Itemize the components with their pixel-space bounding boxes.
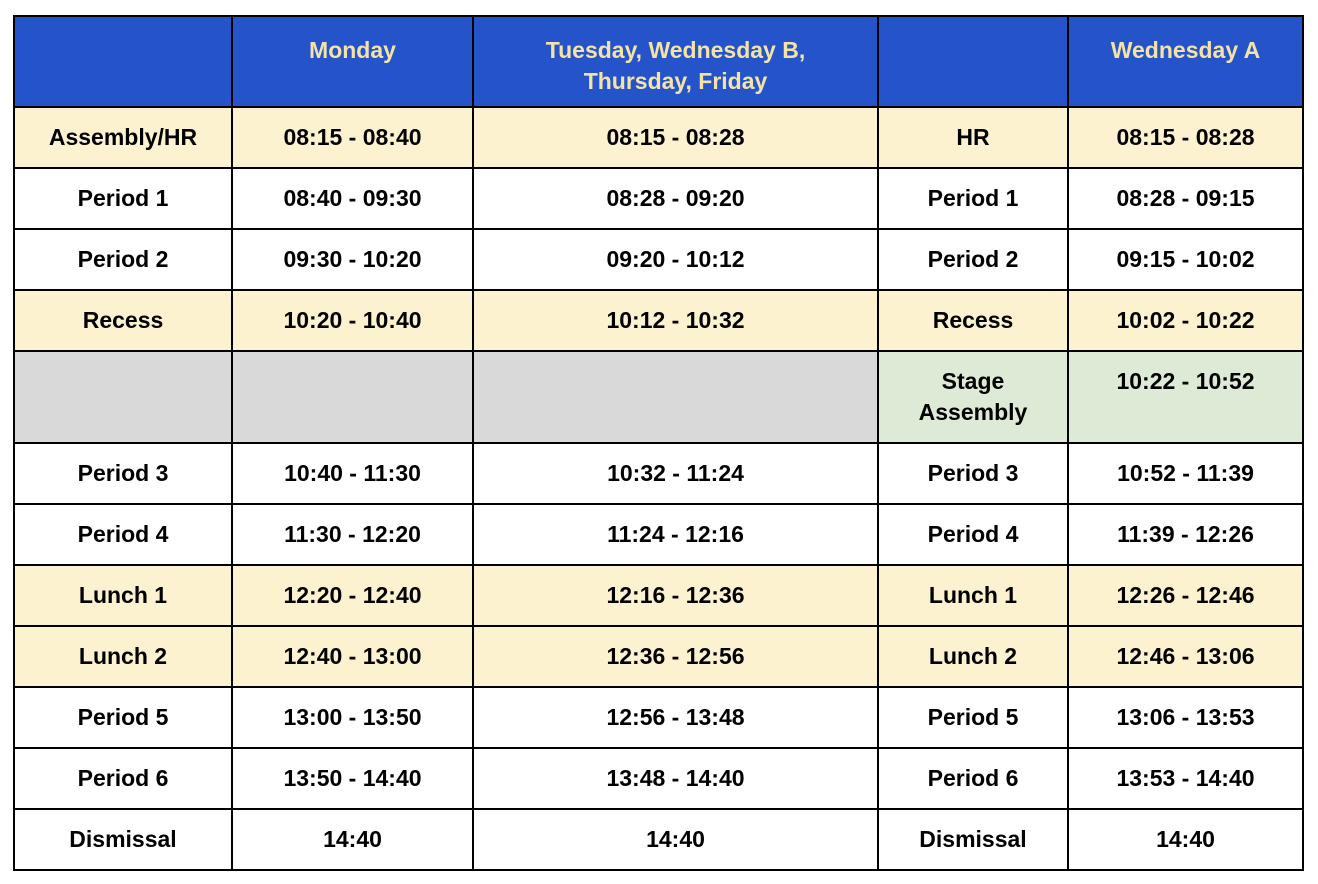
- row-label: Lunch 1: [14, 565, 232, 626]
- wed-a-time: 11:39 - 12:26: [1068, 504, 1303, 565]
- monday-time: 08:15 - 08:40: [232, 107, 473, 168]
- tue-fri-time: 14:40: [473, 809, 878, 870]
- stage-label-line1: Stage: [941, 368, 1005, 394]
- wed-a-label: [878, 351, 1068, 443]
- empty-cell: [473, 351, 878, 443]
- wed-a-time: 12:46 - 13:06: [1068, 626, 1303, 687]
- row-label: Assembly/HR: [14, 107, 232, 168]
- wed-a-label: Period 1: [878, 168, 1068, 229]
- monday-time: 11:30 - 12:20: [232, 504, 473, 565]
- wed-a-label: Lunch 2: [878, 626, 1068, 687]
- wed-a-label: Period 6: [878, 748, 1068, 809]
- row-period-5: [14, 687, 1303, 748]
- tue-fri-time: 13:48 - 14:40: [473, 748, 878, 809]
- wed-a-label: Lunch 1: [878, 565, 1068, 626]
- wed-a-time: 12:26 - 12:46: [1068, 565, 1303, 626]
- tue-fri-time: 08:15 - 08:28: [473, 107, 878, 168]
- monday-time: 10:40 - 11:30: [232, 443, 473, 504]
- empty-cell: [14, 351, 232, 443]
- tue-fri-time: 10:12 - 10:32: [473, 290, 878, 351]
- tue-fri-time: 11:24 - 12:16: [473, 504, 878, 565]
- row-label: Recess: [14, 290, 232, 351]
- row-label: Period 5: [14, 687, 232, 748]
- monday-time: 08:40 - 09:30: [232, 168, 473, 229]
- tue-fri-time: 12:16 - 12:36: [473, 565, 878, 626]
- row-period-3: [14, 443, 1303, 504]
- wed-a-time: 10:52 - 11:39: [1068, 443, 1303, 504]
- wed-a-label: Period 3: [878, 443, 1068, 504]
- row-label: Period 6: [14, 748, 232, 809]
- monday-time: 10:20 - 10:40: [232, 290, 473, 351]
- wed-a-time: 08:15 - 08:28: [1068, 107, 1303, 168]
- tue-fri-time: 09:20 - 10:12: [473, 229, 878, 290]
- row-label: Period 1: [14, 168, 232, 229]
- wed-a-time: 14:40: [1068, 809, 1303, 870]
- row-label: Dismissal: [14, 809, 232, 870]
- monday-time: 14:40: [232, 809, 473, 870]
- bell-schedule-table: [13, 15, 1304, 871]
- row-recess: [14, 290, 1303, 351]
- row-dismissal: [14, 809, 1303, 870]
- header-wednesday-a: Wednesday A: [1068, 16, 1303, 107]
- row-label: Period 3: [14, 443, 232, 504]
- header-cell-empty: [14, 16, 232, 107]
- header-row: [14, 16, 1303, 107]
- tue-fri-time: 12:56 - 13:48: [473, 687, 878, 748]
- wed-a-time: 09:15 - 10:02: [1068, 229, 1303, 290]
- header-monday: Monday: [232, 16, 473, 107]
- wed-a-label: Period 4: [878, 504, 1068, 565]
- wed-a-time: 08:28 - 09:15: [1068, 168, 1303, 229]
- tue-fri-time: 08:28 - 09:20: [473, 168, 878, 229]
- header-cell-empty-2: [878, 16, 1068, 107]
- row-assembly-hr: [14, 107, 1303, 168]
- wed-a-time: 13:06 - 13:53: [1068, 687, 1303, 748]
- monday-time: 12:40 - 13:00: [232, 626, 473, 687]
- wed-a-label: Period 5: [878, 687, 1068, 748]
- wed-a-time: 10:22 - 10:52: [1068, 351, 1303, 443]
- wed-a-time: 10:02 - 10:22: [1068, 290, 1303, 351]
- row-label: Period 4: [14, 504, 232, 565]
- wed-a-label: HR: [878, 107, 1068, 168]
- header-tue-fri: [473, 16, 878, 107]
- row-period-1: [14, 168, 1303, 229]
- monday-time: 13:50 - 14:40: [232, 748, 473, 809]
- row-period-6: [14, 748, 1303, 809]
- wed-a-label: Recess: [878, 290, 1068, 351]
- row-lunch-2: [14, 626, 1303, 687]
- wed-a-label: Period 2: [878, 229, 1068, 290]
- stage-label-line2: Assembly: [918, 399, 1028, 425]
- monday-time: 13:00 - 13:50: [232, 687, 473, 748]
- tue-fri-time: 12:36 - 12:56: [473, 626, 878, 687]
- monday-time: 09:30 - 10:20: [232, 229, 473, 290]
- row-stage-assembly: [14, 351, 1303, 443]
- empty-cell: [232, 351, 473, 443]
- row-period-4: [14, 504, 1303, 565]
- row-period-2: [14, 229, 1303, 290]
- row-lunch-1: [14, 565, 1303, 626]
- wed-a-label: Dismissal: [878, 809, 1068, 870]
- row-label: Period 2: [14, 229, 232, 290]
- header-tue-fri-line1: Tuesday, Wednesday B,: [545, 37, 806, 63]
- tue-fri-time: 10:32 - 11:24: [473, 443, 878, 504]
- wed-a-time: 13:53 - 14:40: [1068, 748, 1303, 809]
- header-tue-fri-line2: Thursday, Friday: [583, 68, 768, 94]
- monday-time: 12:20 - 12:40: [232, 565, 473, 626]
- row-label: Lunch 2: [14, 626, 232, 687]
